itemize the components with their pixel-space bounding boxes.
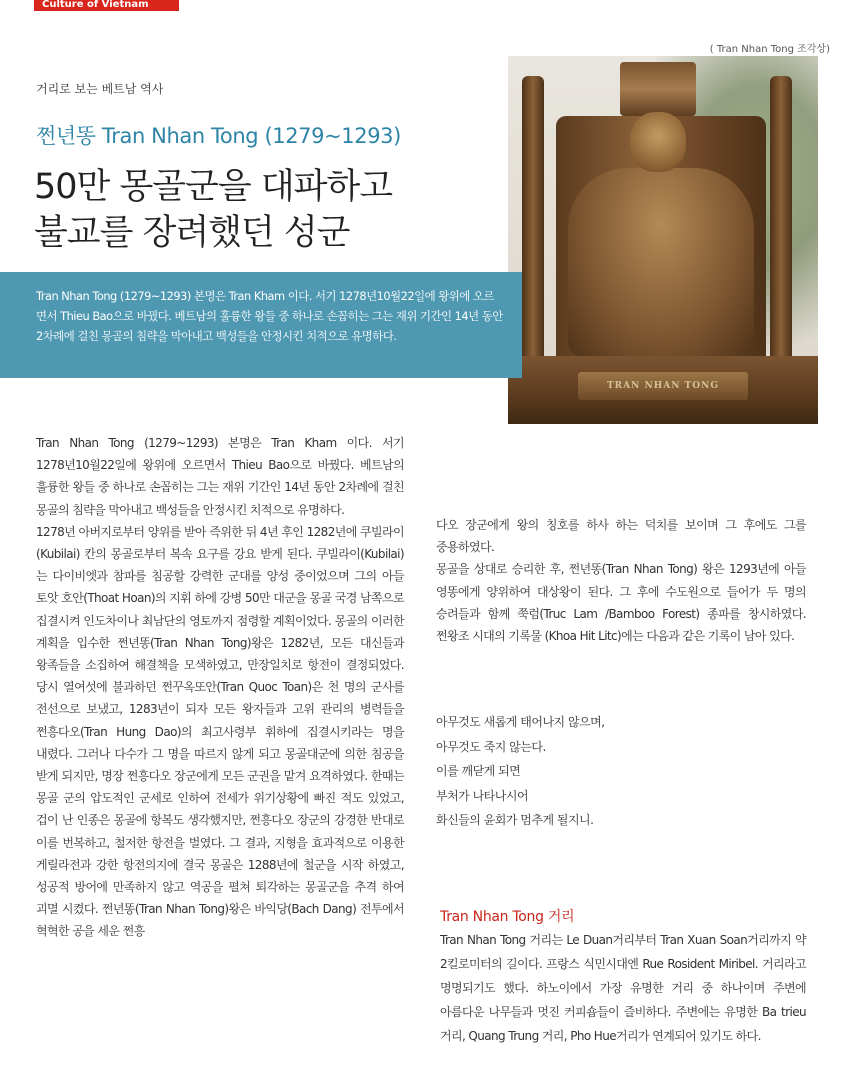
statue-photo — [508, 56, 818, 424]
body-paragraph: Tran Nhan Tong (1279~1293) 본명은 Tran Kham 이다. 서기 1278년10월22일에 왕위에 오르면서 Thieu Bao으로 바꿨다. 베트남의 훌륭한 왕들 중 하나로 손꼽히는 그는 재위 기간인 14년 동안 2차례에 걸친 몽골의 침략을 막아내고 백성들을 안정시킨 치적으로 유명하다. — [36, 436, 404, 517]
statue-plaque: TRAN NHAN TONG — [578, 372, 748, 400]
title-line-2: 불교를 장려했던 성군 — [34, 213, 350, 253]
statue-body — [568, 168, 754, 358]
body-column-right — [436, 514, 806, 647]
body-paragraph: 다오 장군에게 왕의 칭호를 하사 하는 덕치를 보이며 그 후에도 그를 중용하였다. — [436, 518, 806, 555]
street-body: Tran Nhan Tong 거리는 Le Duan거리부터 Tran Xuan Soan거리까지 약 2킬로미터의 길이다. 프랑스 식민시대엔 Rue Rosident Miribel. 거리라고 명명되기도 했다. 하노이에서 가장 유명한 거리 중 하나이며 주변에 아름다운 나무들과 멋진 커피숍들이 즐비하다. 주변에는 유명한 Ba trieu 거리, Quang Trung 거리, Pho Hue거리가 연계되어 있기도 하다. — [440, 933, 806, 1043]
statue-head — [630, 112, 686, 172]
body-column-left — [36, 432, 404, 943]
throne-post-right — [770, 76, 792, 376]
poem-line: 아무것도 새롭게 태어나지 않으며, — [436, 715, 605, 729]
poem-line: 부처가 나타나시어 — [436, 788, 529, 803]
poem-line: 화신들의 윤회가 멈추게 될지니. — [436, 813, 594, 828]
throne-post-left — [522, 76, 544, 376]
street-title: Tran Nhan Tong 거리 — [440, 909, 575, 925]
summary-text: Tran Nhan Tong (1279~1293) 본명은 Tran Kham 이다. 서기 1278년10월22일에 왕위에 오르면서 Thieu Bao으로 바꿨다. 베트남의 훌륭한 왕들 중 하나로 손꼽히는 그는 재위 기간인 14년 동안 2차례에 걸친 몽골의 침략을 막아내고 백성들을 안정시킨 치적으로 유명하다. — [36, 289, 503, 343]
body-paragraph: 1278년 아버지로부터 양위를 받아 즉위한 뒤 4년 후인 1282년에 쿠빌라이(Kubilai) 칸의 몽골로부터 복속 요구를 강요 받게 된다. 쿠빌라이(Kubilai)는 다이비엣과 참파를 침공할 강력한 군대를 양성 중이었으며 그의 아들 토앗 호안(Thoat Hoan)의 지휘 하에 강병 50만 대군을 몽골 국경 남쪽으로 집결시켜 인도차이나 최남단의 영토까지 점령할 계획이었다. 몽골의 이러한 계획을 입수한 쩐년똥(Tran Nhan Tong)왕은 1282년, 모든 대신들과 왕족들을 소집하여 해결책을 모색하였고, 만장일치로 항전이 결정되었다. 당시 열여섯에 불과하던 쩐꾸옥또안(Tran Quoc Toan)은 천 명의 군사를 전선으로 보냈고, 1283년이 되자 모든 왕자들과 고위 관리의 병력들을 쩐흥다오(Tran Hung Dao)의 최고사령부 휘하에 집결시키라는 명을 내렸다. 그러나 다수가 그 명을 따르지 않게 되고 몽골대군에 의한 침공을 받게 되지만, 명장 쩐흥다오 장군에게 모든 군권을 맡겨 요격하였다. 한때는 몽골 군의 압도적인 군세로 인하여 전세가 위기상황에 빠진 적도 있었고, 겁이 난 인종은 몽골에 항복도 생각했지만, 쩐흥다오 장군의 강경한 반대로 이를 번복하고, 철저한 항전을 벌였다. 그 결과, 지형을 효과적으로 이용한 게릴라전과 강한 항전의지에 결국 몽골은 1288년에 철군을 시작 하였고, 성공적 방어에 만족하지 않고 역공을 펼쳐 퇴각하는 몽골군을 추격 하여 괴멸 시켰다. 쩐년똥(Tran Nhan Tong)왕은 바익당(Bach Dang) 전투에서 혁혁한 공을 세운 쩐흥 — [36, 524, 404, 939]
subtitle: 쩐년똥 Tran Nhan Tong (1279~1293) — [36, 124, 401, 148]
poem-line: 이를 깨닫게 되면 — [436, 764, 521, 779]
photo-caption: ( Tran Nhan Tong 조각상) — [709, 44, 830, 55]
poem — [436, 710, 605, 833]
title-line-1: 50만 몽골군을 대파하고 — [34, 167, 393, 207]
statue-crown — [620, 62, 696, 116]
body-paragraph: 몽골을 상대로 승리한 후, 쩐년똥(Tran Nhan Tong) 왕은 1293년에 아들 영똥에게 양위하여 대상왕이 된다. 그 후에 수도원으로 들어가 두 명의 승려들과 함께 쭉럼(Truc Lam /Bamboo Forest) 종파를 창시하였다. 쩐왕조 시대의 기록물 (Khoa Hit Litc)에는 다음과 같은 기록이 남아 있다. — [436, 562, 806, 644]
page-title — [34, 164, 392, 256]
section-tag: Culture of Vietnam — [34, 0, 179, 11]
poem-line: 아무것도 죽지 않는다. — [436, 739, 546, 754]
kicker: 거리로 보는 베트남 역사 — [36, 82, 164, 96]
summary-box — [0, 272, 522, 378]
